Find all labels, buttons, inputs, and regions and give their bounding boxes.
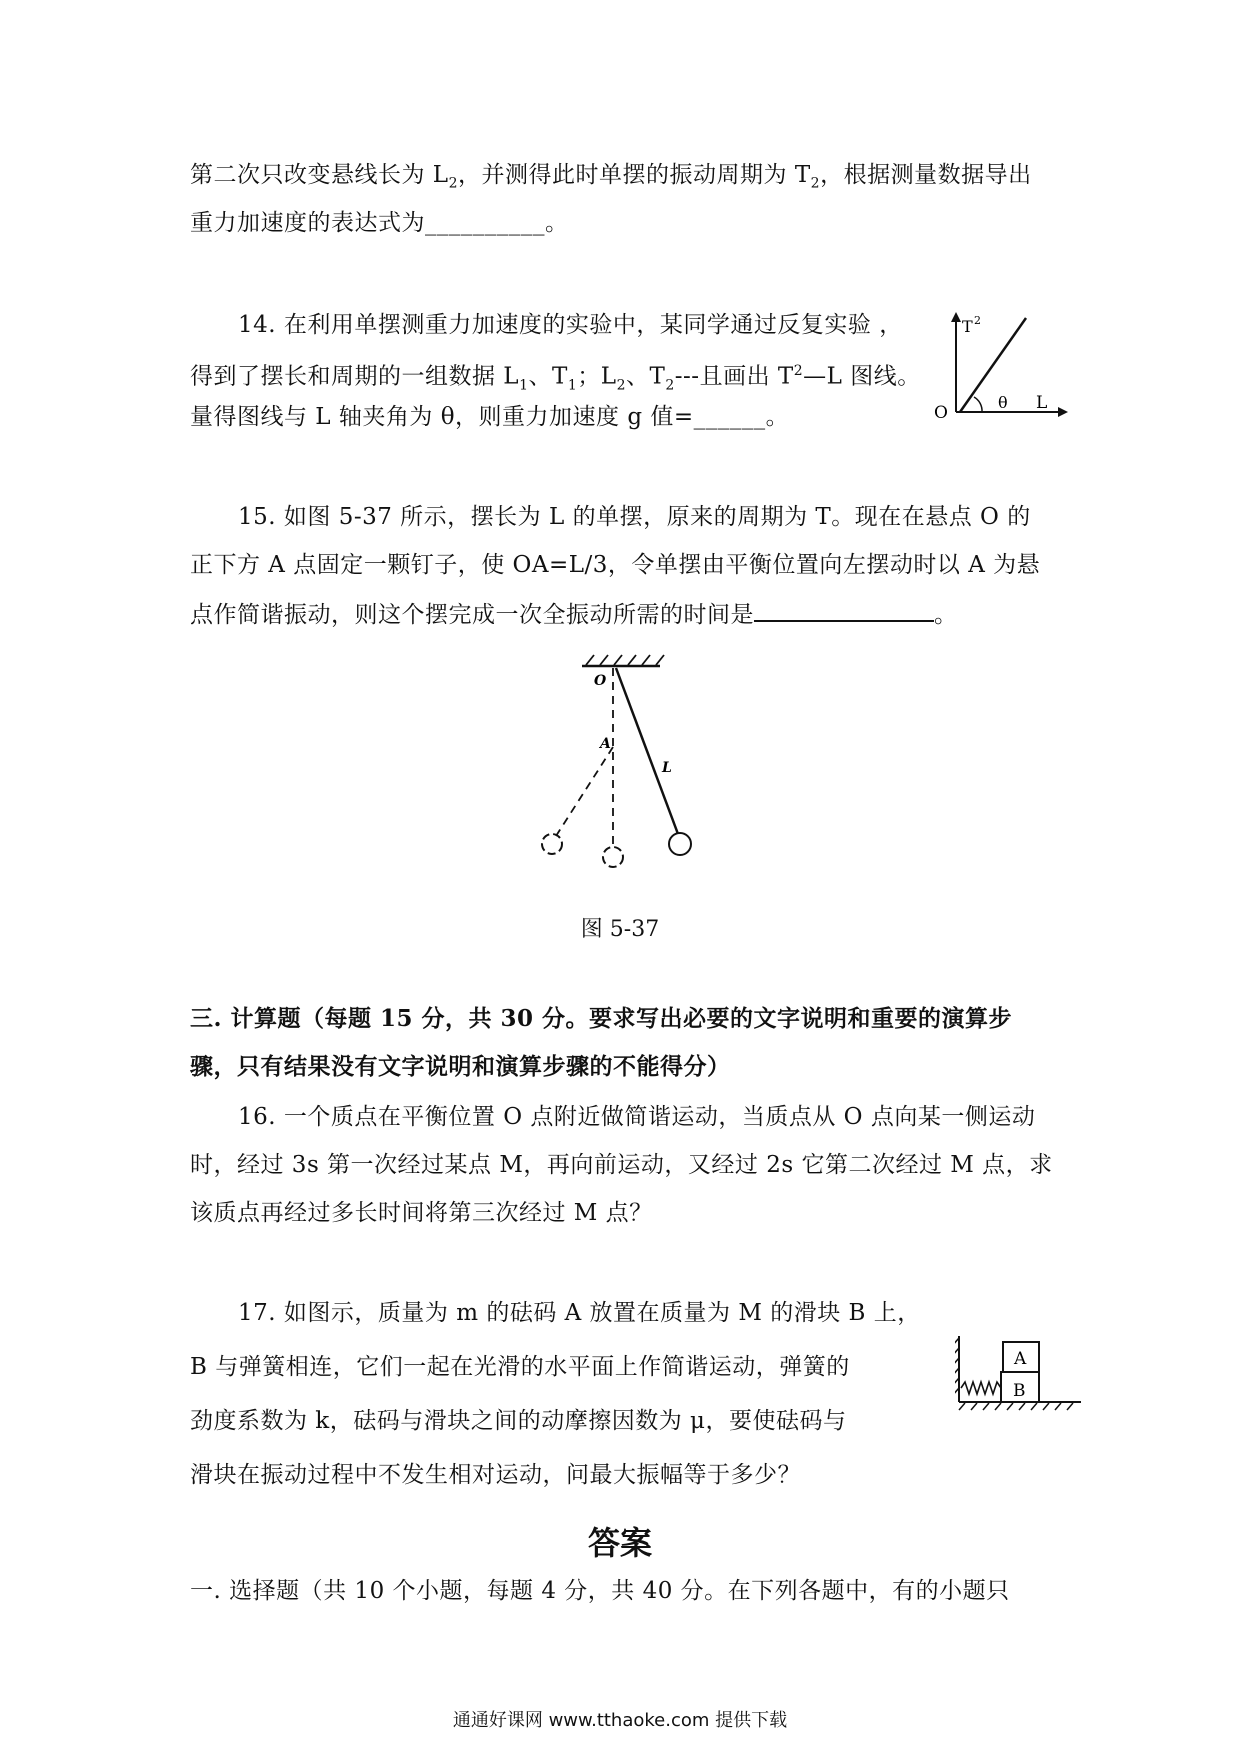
swing-left-dashed-line <box>556 747 613 836</box>
q17-line-4: 滑块在振动过程中不发生相对运动，问最大振幅等于多少？ <box>190 1462 801 1488</box>
pendulum-bob <box>669 833 691 855</box>
q15-text: 点作简谐振动，则这个摆完成一次全振动所需的时间是 <box>190 602 754 628</box>
subscript: 2 <box>665 377 675 394</box>
subscript: 2 <box>810 175 821 192</box>
q14-text: ---且画出 T <box>674 363 794 390</box>
angle-label: θ <box>998 393 1008 412</box>
q13-text: ，并测得此时单摆的振动周期为 T <box>458 162 811 188</box>
page-footer: 通通好课网 www.tthaoke.com 提供下载 <box>452 1710 788 1731</box>
q15-line-3 <box>190 598 958 630</box>
q14-line-1: 14. 在利用单摆测重力加速度的实验中，某同学通过反复实验 ， <box>238 312 903 338</box>
q14-line-2 <box>190 356 921 400</box>
label-b: B <box>1013 1381 1026 1401</box>
q13-text: ，根据测量数据导出 <box>820 162 1032 188</box>
q16-line-1: 16. 一个质点在平衡位置 O 点附近做简谐运动，当质点从 O 点向某一侧运动 <box>238 1104 1036 1130</box>
q14-text: 得到了摆长和周期的一组数据 L <box>190 363 520 390</box>
q15-text: 。 <box>934 602 958 628</box>
spring-block-figure <box>955 1328 1085 1412</box>
answer-blank <box>754 598 934 622</box>
angle-arc <box>974 397 982 412</box>
subscript: 1 <box>519 377 529 394</box>
label-l: L <box>662 760 672 776</box>
y-axis-label-sup: 2 <box>974 314 981 327</box>
floor-hatch <box>959 1403 1073 1410</box>
q14-line-3: 量得图线与 L 轴夹角为 θ，则重力加速度 g 值=______。 <box>190 404 790 430</box>
q15-line-2: 正下方 A 点固定一颗钉子，使 OA=L/3，令单摆由平衡位置向左摆动时以 A 为悬 <box>190 552 1041 578</box>
answer-title: 答案 <box>587 1524 652 1562</box>
t2-l-graph <box>930 310 1070 420</box>
q14-text: ；L <box>577 363 617 390</box>
label-a: A <box>600 736 611 752</box>
bob-center-dashed <box>603 847 623 867</box>
figure-caption: 图 5-37 <box>580 917 660 942</box>
superscript: 2 <box>793 363 804 379</box>
q14-text: 、T <box>625 363 666 390</box>
q15-line-1: 15. 如图 5-37 所示，摆长为 L 的单摆，原来的周期为 T。现在在悬点 O 的 <box>238 504 1031 530</box>
q17-line-1: 17. 如图示，质量为 m 的砝码 A 放置在质量为 M 的滑块 B 上， <box>238 1300 921 1326</box>
section3-line-1: 三. 计算题（每题 15 分，共 30 分。要求写出必要的文字说明和重要的演算步 <box>190 1005 1013 1032</box>
q13-line-2: 重力加速度的表达式为__________。 <box>190 210 569 236</box>
q13-line-1 <box>190 160 1032 199</box>
q17-line-3: 劲度系数为 k，砝码与滑块之间的动摩擦因数为 μ，要使砝码与 <box>190 1408 847 1434</box>
pendulum-figure <box>530 652 730 882</box>
section3-line-2: 骤，只有结果没有文字说明和演算步骤的不能得分） <box>190 1053 731 1080</box>
label-a: A <box>1014 1349 1027 1369</box>
origin-label: O <box>934 403 948 420</box>
spring <box>961 1382 1001 1394</box>
subscript: 1 <box>567 377 578 394</box>
pendulum-string <box>616 668 678 834</box>
y-axis-label: T <box>962 317 973 336</box>
label-o: O <box>594 673 607 689</box>
subscript: 2 <box>448 175 459 192</box>
ceiling-hatch <box>586 655 664 665</box>
q14-text: 、T <box>528 363 568 390</box>
answer-line-1: 一. 选择题（共 10 个小题，每题 4 分，共 40 分。在下列各题中，有的小题只 <box>190 1578 1010 1604</box>
bob-left-dashed <box>542 834 562 854</box>
q16-line-2: 时，经过 3s 第一次经过某点 M，再向前运动，又经过 2s 它第二次经过 M 点，求 <box>190 1152 1053 1178</box>
q16-line-3: 该质点再经过多长时间将第三次经过 M 点？ <box>190 1200 653 1226</box>
x-axis-label: L <box>1036 393 1048 413</box>
subscript: 2 <box>616 377 626 394</box>
y-axis-arrow-icon <box>951 312 961 322</box>
q13-text: 第二次只改变悬线长为 L <box>190 162 449 188</box>
q17-line-2: B 与弹簧相连，它们一起在光滑的水平面上作简谐运动，弹簧的 <box>190 1354 850 1380</box>
x-axis-arrow-icon <box>1058 407 1068 417</box>
q14-text: —L 图线。 <box>803 363 921 390</box>
